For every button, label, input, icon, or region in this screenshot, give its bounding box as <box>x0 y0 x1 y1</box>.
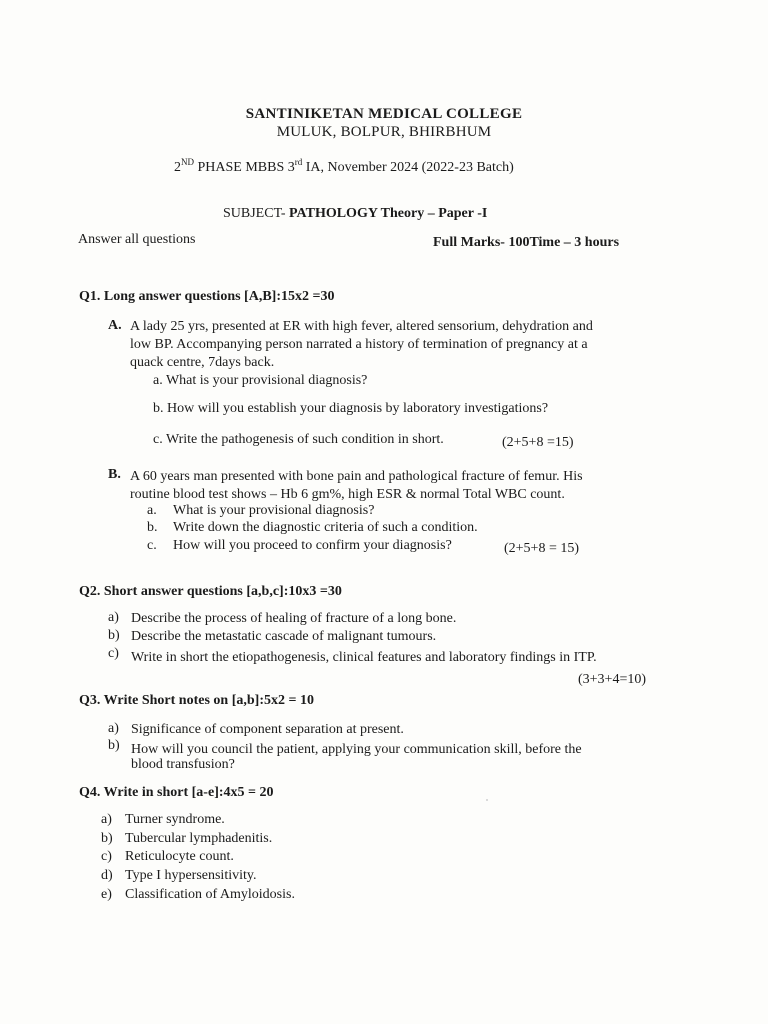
q2-heading: Q2. Short answer questions [a,b,c]:10x3 =30 <box>79 584 342 599</box>
q4-item-label: d) <box>101 868 113 883</box>
q1-a-marks: (2+5+8 =15) <box>502 435 574 450</box>
q3-heading: Q3. Write Short notes on [a,b]:5x2 = 10 <box>79 693 314 708</box>
q1-a-label: A. <box>108 318 122 333</box>
q3-item-continuation: blood transfusion? <box>131 757 235 772</box>
q4-item: Reticulocyte count. <box>125 849 234 864</box>
q4-heading: Q4. Write in short [a-e]:4x5 = 20 <box>79 785 274 800</box>
q4-item: Turner syndrome. <box>125 812 225 827</box>
q1-b-part: How will you proceed to confirm your diagnosis? <box>173 538 452 553</box>
q1-a-part: b. How will you establish your diagnosis by laboratory investigations? <box>153 401 549 416</box>
q2-item: Write in short the etiopathogenesis, clinical features and laboratory findings in ITP. <box>131 650 597 665</box>
q1-a-line: quack centre, 7days back. <box>130 355 275 370</box>
q2-item-label: a) <box>108 610 119 625</box>
q1-a-part: a. What is your provisional diagnosis? <box>153 373 368 388</box>
q1-b-part: What is your provisional diagnosis? <box>173 503 375 518</box>
exam-line: 2ND PHASE MBBS 3rd IA, November 2024 (2022-23 Batch) <box>174 157 514 175</box>
q4-item-label: b) <box>101 831 113 846</box>
q1-b-part-label: a. <box>147 503 157 518</box>
college-address: MULUK, BOLPUR, BHIRBHUM <box>276 124 492 140</box>
q3-item-label: a) <box>108 721 119 736</box>
q4-item-label: c) <box>101 849 112 864</box>
instruction: Answer all questions <box>78 232 196 247</box>
q1-a-line: low BP. Accompanying person narrated a history of termination of pregnancy at a <box>130 337 588 352</box>
q1-b-label: B. <box>108 467 121 482</box>
college-name: SANTINIKETAN MEDICAL COLLEGE <box>245 106 523 122</box>
q4-item-label: e) <box>101 887 112 902</box>
q1-a-line: A lady 25 yrs, presented at ER with high fever, altered sensorium, dehydration and <box>130 319 593 334</box>
q2-item: Describe the process of healing of fracture of a long bone. <box>131 611 457 626</box>
q4-item: Tubercular lymphadenitis. <box>125 831 273 846</box>
q1-b-marks: (2+5+8 = 15) <box>504 541 580 556</box>
subject-line: SUBJECT- PATHOLOGY Theory – Paper -I <box>223 206 488 221</box>
q1-b-line: A 60 years man presented with bone pain and pathological fracture of femur. His <box>130 469 583 484</box>
q1-a-part: c. Write the pathogenesis of such condition in short. <box>153 432 444 447</box>
q2-marks: (3+3+4=10) <box>578 672 647 687</box>
q3-item-label: b) <box>108 738 120 753</box>
q2-item-label: c) <box>108 646 119 661</box>
q2-item: Describe the metastatic cascade of malignant tumours. <box>131 629 437 644</box>
scan-speck <box>486 799 488 801</box>
q1-b-part-label: b. <box>147 520 158 535</box>
q4-item: Type I hypersensitivity. <box>125 868 257 883</box>
q1-heading: Q1. Long answer questions [A,B]:15x2 =30 <box>79 289 335 304</box>
q3-item: How will you council the patient, applying your communication skill, before the <box>131 742 582 757</box>
marks-time: Full Marks- 100Time – 3 hours <box>433 235 620 250</box>
q1-b-part: Write down the diagnostic criteria of such a condition. <box>173 520 478 535</box>
q4-item-label: a) <box>101 812 112 827</box>
q1-b-part-label: c. <box>147 538 157 553</box>
q3-item: Significance of component separation at present. <box>131 722 404 737</box>
q1-b-line: routine blood test shows – Hb 6 gm%, high ESR & normal Total WBC count. <box>130 487 565 502</box>
q2-item-label: b) <box>108 628 120 643</box>
q4-item: Classification of Amyloidosis. <box>125 887 295 902</box>
